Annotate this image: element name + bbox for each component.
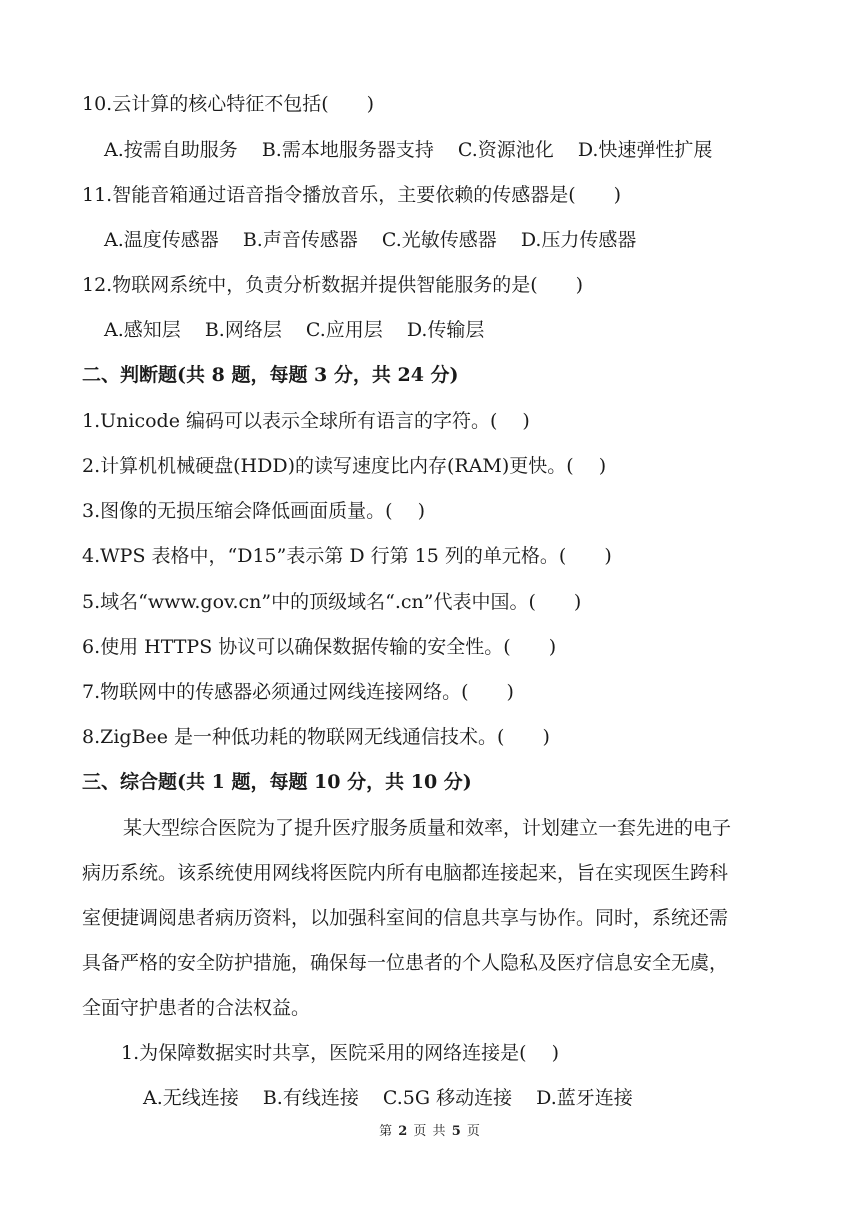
judge-item-4: 4.WPS 表格中，“D15”表示第 D 行第 15 列的单元格。( ) bbox=[82, 545, 612, 567]
judge-item-2: 2.计算机机械硬盘(HDD)的读写速度比内存(RAM)更快。( ) bbox=[82, 455, 607, 477]
question-12-stem: 12.物联网系统中，负责分析数据并提供智能服务的是( ) bbox=[82, 274, 584, 296]
option-a[interactable]: A.无线连接 bbox=[143, 1087, 239, 1109]
option-c[interactable]: C.应用层 bbox=[305, 319, 383, 341]
footer-suffix: 页 bbox=[466, 1124, 481, 1139]
scenario-line-1: 某大型综合医院为了提升医疗服务质量和效率，计划建立一套先进的电子 bbox=[123, 817, 732, 839]
page-footer bbox=[0, 1123, 860, 1141]
option-c[interactable]: C.光敏传感器 bbox=[381, 229, 497, 251]
question-10-stem: 10.云计算的核心特征不包括( ) bbox=[82, 93, 375, 115]
judge-item-7: 7.物联网中的传感器必须通过网线连接网络。( ) bbox=[82, 681, 514, 703]
section-2-heading: 二、判断题(共 8 题，每题 3 分，共 24 分) bbox=[82, 364, 459, 386]
scenario-line-5: 全面守护患者的合法权益。 bbox=[82, 997, 311, 1019]
option-d[interactable]: D.蓝牙连接 bbox=[536, 1087, 633, 1109]
scenario-line-2: 病历系统。该系统使用网线将医院内所有电脑都连接起来，旨在实现医生跨科 bbox=[82, 862, 729, 884]
scenario-line-3: 室便捷调阅患者病历资料，以加强科室间的信息共享与协作。同时，系统还需 bbox=[82, 907, 729, 929]
option-c[interactable]: C.资源池化 bbox=[457, 139, 554, 161]
judge-item-1: 1.Unicode 编码可以表示全球所有语言的字符。( ) bbox=[82, 410, 530, 432]
section-3-heading: 三、综合题(共 1 题，每题 10 分，共 10 分) bbox=[82, 771, 472, 793]
option-a[interactable]: A.温度传感器 bbox=[104, 229, 219, 251]
question-11-stem: 11.智能音箱通过语音指令播放音乐，主要依赖的传感器是( ) bbox=[82, 184, 622, 206]
scenario-line-4: 具备严格的安全防护措施，确保每一位患者的个人隐私及医疗信息安全无虞， bbox=[82, 952, 729, 974]
option-d[interactable]: D.压力传感器 bbox=[520, 229, 637, 251]
option-b[interactable]: B.需本地服务器支持 bbox=[261, 139, 434, 161]
footer-prefix: 第 bbox=[379, 1124, 394, 1139]
option-a[interactable]: A.按需自助服务 bbox=[104, 139, 238, 161]
judge-item-8: 8.ZigBee 是一种低功耗的物联网无线通信技术。( ) bbox=[82, 726, 550, 748]
question-11-options bbox=[104, 228, 654, 252]
judge-item-6: 6.使用 HTTPS 协议可以确保数据传输的安全性。( ) bbox=[82, 636, 557, 658]
judge-item-5: 5.域名“www.gov.cn”中的顶级域名“.cn”代表中国。( ) bbox=[82, 591, 582, 613]
option-b[interactable]: B.有线连接 bbox=[262, 1087, 359, 1109]
total-page-number: 5 bbox=[451, 1124, 462, 1139]
current-page-number: 2 bbox=[398, 1124, 409, 1139]
comprehensive-question-1-stem: 1.为保障数据实时共享，医院采用的网络连接是( ) bbox=[121, 1042, 559, 1064]
option-a[interactable]: A.感知层 bbox=[104, 319, 181, 341]
option-d[interactable]: D.快速弹性扩展 bbox=[577, 139, 713, 161]
footer-middle: 页 共 bbox=[413, 1124, 447, 1139]
comprehensive-question-1-options bbox=[143, 1086, 651, 1110]
option-c[interactable]: C.5G 移动连接 bbox=[382, 1087, 513, 1109]
option-b[interactable]: B.声音传感器 bbox=[242, 229, 358, 251]
question-12-options bbox=[104, 318, 502, 342]
judge-item-3: 3.图像的无损压缩会降低画面质量。( ) bbox=[82, 500, 425, 522]
option-d[interactable]: D.传输层 bbox=[406, 319, 485, 341]
option-b[interactable]: B.网络层 bbox=[204, 319, 282, 341]
question-10-options bbox=[104, 138, 730, 162]
